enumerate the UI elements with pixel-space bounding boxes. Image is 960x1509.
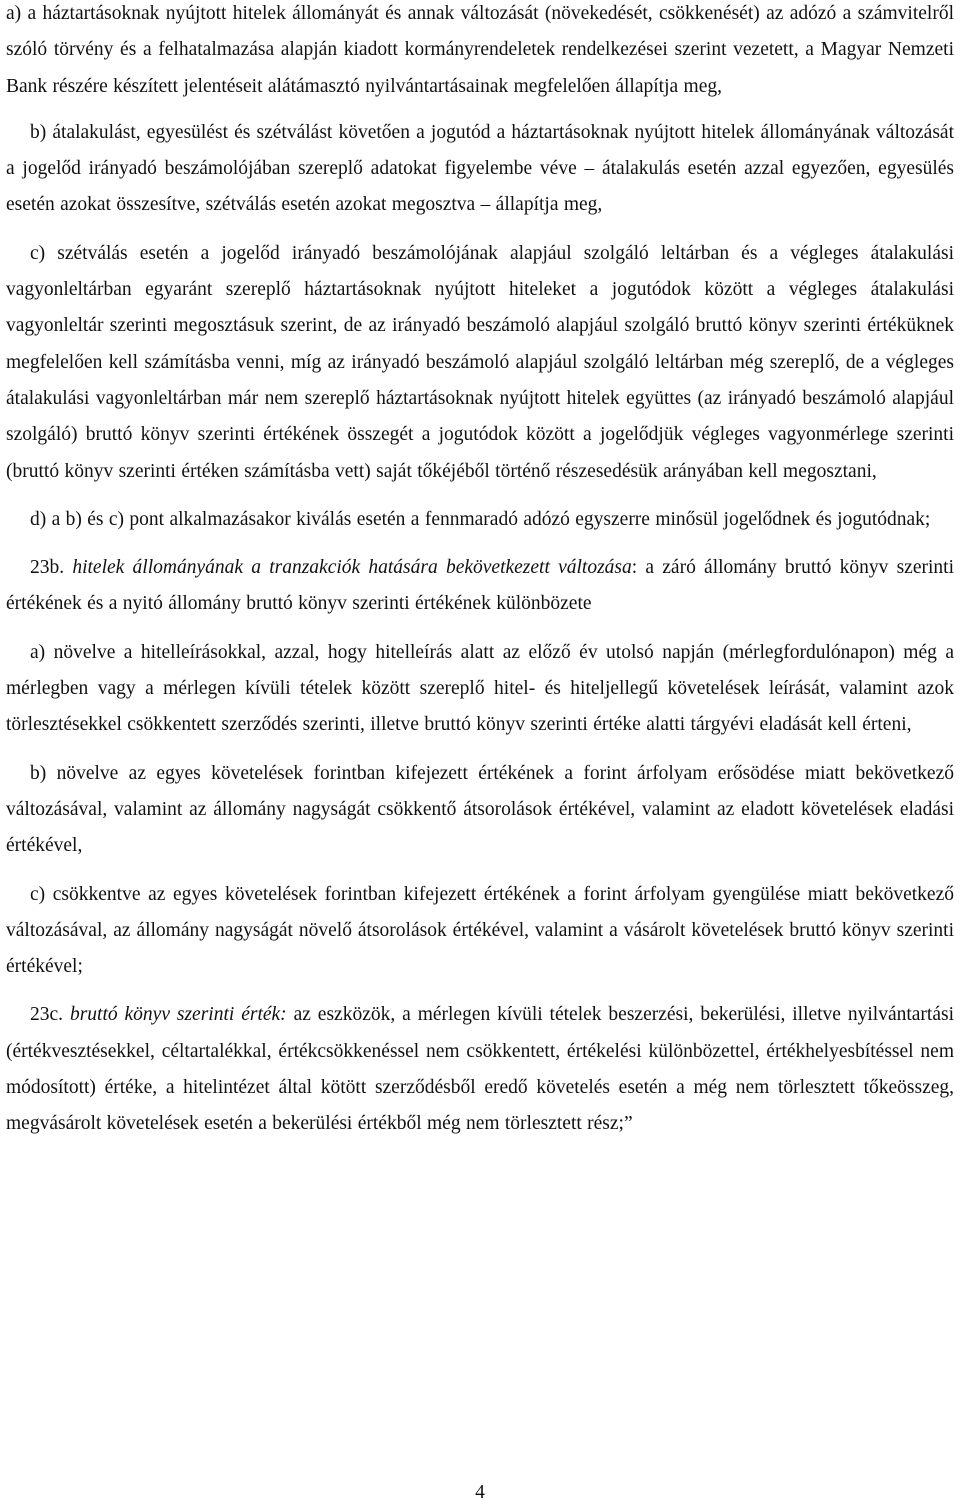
- definition-23b-item-b: b) növelve az egyes követelések forintban kifejezett értékének a forint árfolyam erősödése miatt bekövetkező változásával, valamint az állomány nagyságát csökkentő átsorolások értékével, valamint az eladott követelések eladási értékével,: [6, 762, 954, 857]
- definition-23b-number: 23b.: [30, 557, 65, 579]
- definition-23b-text: : a záró állomány bruttó könyv szerinti értékének és a nyitó állomány bruttó könyv szerinti értékének különbözete: [6, 557, 954, 615]
- definition-23b-term: hitelek állományának a tranzakciók hatására bekövetkezett változása: [72, 557, 632, 579]
- paragraph-c: c) szétválás esetén a jogelőd irányadó beszámolójának alapjául szolgáló leltárban és a végleges átalakulási vagyonleltárban egyaránt szereplő háztartásoknak nyújtott hiteleket a jogutódok között a végleges átalakulási vagyonleltár szerinti megosztásuk szerint, de az irányadó beszámoló alapjául szolgáló bruttó könyv szerinti értéküknek megfelelően kell számításba venni, míg az irányadó beszámoló alapjául szolgáló leltárban még szereplő, de a végleges átalakulási vagyonleltárban már nem szereplő háztartásoknak nyújtott hitelek együttes (az irányadó beszámoló alapjául szolgáló) bruttó könyv szerinti értékének összegét a jogutódok között a jogelődjük végleges vagyonmérlege szerinti (bruttó könyv szerinti értéken számításba vett) saját tőkéjéből történő részesedésük arányában kell megosztani,: [6, 242, 954, 482]
- page-number: 4: [475, 1482, 485, 1503]
- definition-23b-item-a: a) növelve a hitelleírásokkal, azzal, hogy hitelleírás alatt az előző év utolsó napján (mérlegfordulónapon) még a mérlegben vagy a mérlegen kívüli tételek között szereplő hitel- és hiteljellegű követelések leírását, valamint azok törlesztésekkel csökkentett szerződés szerinti, illetve bruttó könyv szerinti értéke alatti tárgyévi eladását kell érteni,: [6, 641, 954, 736]
- definition-23c-term: bruttó könyv szerinti érték:: [69, 1004, 287, 1026]
- definition-23b: [6, 550, 954, 623]
- document-page: [6, 0, 954, 1143]
- paragraph-a: a) a háztartásoknak nyújtott hitelek állományát és annak változását (növekedését, csökkenését) az adózó a számvitelről szóló törvény és a felhatalmazása alapján kiadott kormányrendeletek rendelkezései szerint vezetett, a Magyar Nemzeti Bank részére készített jelentéseit alátámasztó nyilvántartásainak megfelelően állapítja meg,: [6, 3, 954, 97]
- definition-23c: [6, 997, 954, 1142]
- definition-23b-item-c: c) csökkentve az egyes követelések forintban kifejezett értékének a forint árfolyam gyengülése miatt bekövetkező változásával, az állomány nagyságát növelő átsorolások értékével, valamint a vásárolt követelések bruttó könyv szerinti értékével;: [6, 883, 954, 978]
- paragraph-d: d) a b) és c) pont alkalmazásakor kiválás esetén a fennmaradó adózó egyszerre minősül jogelődnek és jogutódnak;: [30, 508, 931, 530]
- paragraph-b: b) átalakulást, egyesülést és szétválást követően a jogutód a háztartásoknak nyújtott hitelek állományának változását a jogelőd irányadó beszámolójában szereplő adatokat figyelembe véve – átalakulás esetén azzal egyezően, egyesülés esetén azokat összesítve, szétválás esetén azokat megosztva – állapítja meg,: [6, 121, 954, 216]
- definition-23c-text: az eszközök, a mérlegen kívüli tételek beszerzési, bekerülési, illetve nyilvántartási (értékvesztésekkel, céltartalékkal, értékcsökkenéssel nem csökkentett, értékelési különbözettel, értékhelyesbítéssel nem módosított) értéke, a hitelintézet által kötött szerződésből eredő követelés esetén a még nem törlesztett tőkeösszeg, megvásárolt követelések esetén a bekerülési értékből még nem törlesztett rész;”: [6, 1004, 955, 1135]
- definition-23c-number: 23c.: [30, 1004, 64, 1026]
